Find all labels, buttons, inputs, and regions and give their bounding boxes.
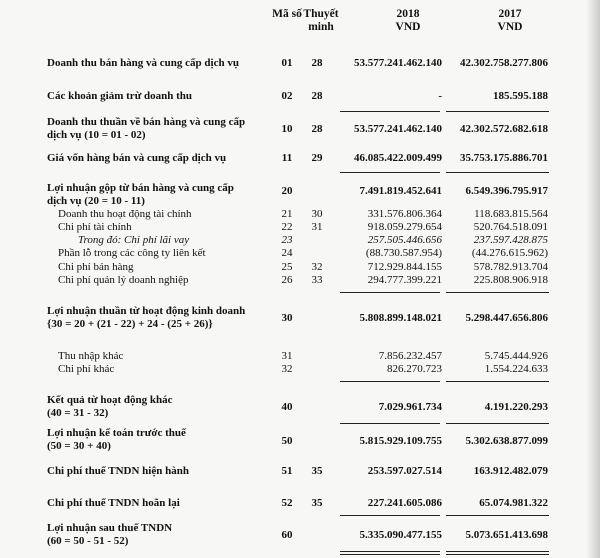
row-value-2017: 520.764.518.091 bbox=[473, 221, 548, 233]
row-value-2017: 5.073.651.413.698 bbox=[465, 529, 548, 541]
row-value-2018: 46.085.422.009.499 bbox=[354, 152, 442, 164]
row-label bbox=[47, 305, 297, 331]
row-note: 32 bbox=[311, 261, 323, 273]
row-label: Chi phí quản lý doanh nghiệp bbox=[58, 274, 189, 286]
row-code: 26 bbox=[281, 274, 293, 286]
subtotal-rule bbox=[446, 423, 549, 424]
row-code: 24 bbox=[281, 247, 293, 259]
subtotal-rule bbox=[340, 423, 440, 424]
row-code: 02 bbox=[281, 90, 293, 102]
row-label-line2: (40 = 31 - 32) bbox=[47, 407, 109, 419]
row-value-2017: 5.298.447.656.806 bbox=[465, 312, 548, 324]
row-value-2018: 826.270.723 bbox=[387, 363, 442, 375]
row-label-line2: {30 = 20 + (21 - 22) + 24 - (25 + 26)} bbox=[47, 318, 213, 330]
row-label-line1: Lợi nhuận kế toán trước thuế bbox=[47, 427, 186, 439]
row-value-2017: 42.302.758.277.806 bbox=[460, 57, 548, 69]
row-note: 35 bbox=[311, 465, 323, 477]
row-value-2018: 227.241.605.086 bbox=[367, 497, 442, 509]
row-note: 28 bbox=[311, 123, 323, 135]
subtotal-rule bbox=[446, 172, 549, 173]
row-code: 31 bbox=[281, 350, 293, 362]
row-value-2018: 294.777.399.221 bbox=[367, 274, 442, 286]
row-code: 22 bbox=[281, 221, 293, 233]
row-label-line1: Lợi nhuận sau thuế TNDN bbox=[47, 522, 173, 534]
row-value-2017: 42.302.572.682.618 bbox=[460, 123, 548, 135]
row-value-2018: 918.059.279.654 bbox=[367, 221, 442, 233]
header-code bbox=[270, 8, 304, 21]
row-label bbox=[47, 116, 277, 142]
row-code: 25 bbox=[281, 261, 293, 273]
row-value-2018: 5.335.090.477.155 bbox=[359, 529, 442, 541]
row-label bbox=[47, 522, 277, 548]
row-code: 21 bbox=[281, 208, 293, 220]
row-value-2018: 53.577.241.462.140 bbox=[354, 57, 442, 69]
header-year-2018-label: 2018 bbox=[396, 8, 420, 20]
subtotal-rule bbox=[340, 515, 440, 516]
row-label-line2: dịch vụ (20 = 10 - 11) bbox=[47, 195, 145, 207]
row-value-2017: 35.753.175.886.701 bbox=[460, 152, 548, 164]
row-value-2018: 7.491.819.452.641 bbox=[359, 185, 442, 197]
subtotal-rule bbox=[340, 111, 440, 112]
row-label: Giá vốn hàng bán và cung cấp dịch vụ bbox=[47, 152, 227, 164]
row-label bbox=[47, 182, 277, 208]
row-value-2017: 5.302.638.877.099 bbox=[465, 435, 548, 447]
subtotal-rule bbox=[446, 111, 549, 112]
subtotal-rule bbox=[340, 292, 440, 293]
header-code-text: Mã số bbox=[272, 8, 302, 20]
row-label: Chi phí thuế TNDN hoãn lại bbox=[47, 497, 180, 509]
row-code: 40 bbox=[281, 401, 293, 413]
row-value-2017: 237.597.428.875 bbox=[473, 234, 548, 246]
subtotal-rule bbox=[340, 381, 440, 382]
row-label-line1: Kết quả từ hoạt động khác bbox=[47, 394, 173, 406]
row-note: 28 bbox=[311, 57, 323, 69]
row-label: Chi phí tài chính bbox=[58, 221, 132, 233]
row-value-2018: 5.808.899.148.021 bbox=[359, 312, 442, 324]
row-value-2017: 118.683.815.564 bbox=[474, 208, 548, 220]
row-label-line2: (60 = 50 - 51 - 52) bbox=[47, 535, 129, 547]
table-row bbox=[0, 427, 600, 453]
header-year-2018 bbox=[368, 8, 448, 34]
total-double-rule bbox=[446, 551, 549, 552]
header-year-2017 bbox=[470, 8, 550, 34]
row-value-2018: 331.576.806.364 bbox=[367, 208, 442, 220]
row-code: 60 bbox=[281, 529, 293, 541]
row-value-2017: (44.276.615.962) bbox=[471, 247, 548, 259]
subtotal-rule bbox=[340, 172, 440, 173]
row-value-2018: 712.929.844.155 bbox=[367, 261, 442, 273]
row-value-2018: 7.029.961.734 bbox=[378, 401, 442, 413]
row-note: 30 bbox=[311, 208, 323, 220]
total-double-rule bbox=[340, 551, 440, 552]
row-label bbox=[47, 427, 277, 453]
row-label-line2: dịch vụ (10 = 01 - 02) bbox=[47, 129, 146, 141]
row-code: 30 bbox=[281, 312, 293, 324]
row-code: 10 bbox=[281, 123, 293, 135]
row-label: Doanh thu bán hàng và cung cấp dịch vụ bbox=[47, 57, 239, 69]
page-edge-shadow bbox=[586, 0, 600, 558]
row-code: 50 bbox=[281, 435, 293, 447]
header-year-2017-unit: VND bbox=[497, 21, 523, 33]
row-value-2017: 65.074.981.322 bbox=[479, 497, 548, 509]
row-code: 51 bbox=[281, 465, 293, 477]
row-note: 33 bbox=[311, 274, 323, 286]
row-label: Trong đó: Chi phí lãi vay bbox=[78, 234, 190, 246]
header-year-2017-label: 2017 bbox=[498, 8, 522, 20]
row-value-2018: 257.505.446.656 bbox=[367, 234, 442, 246]
row-label bbox=[47, 394, 277, 420]
total-double-rule bbox=[340, 554, 440, 555]
table-row bbox=[0, 522, 600, 548]
row-code: 32 bbox=[281, 363, 293, 375]
row-code: 01 bbox=[281, 57, 293, 69]
row-value-2017: 5.745.444.926 bbox=[484, 350, 548, 362]
row-label: Chi phí thuế TNDN hiện hành bbox=[47, 465, 189, 477]
table-row bbox=[0, 305, 600, 331]
row-label: Doanh thu hoạt động tài chính bbox=[58, 208, 192, 220]
row-note: 28 bbox=[311, 90, 323, 102]
row-label: Chi phí khác bbox=[58, 363, 115, 375]
row-code: 52 bbox=[281, 497, 293, 509]
row-value-2018: 7.856.232.457 bbox=[378, 350, 442, 362]
row-label: Chi phí bán hàng bbox=[58, 261, 134, 273]
row-label-line1: Doanh thu thuần về bán hàng và cung cấp bbox=[47, 116, 246, 128]
row-label: Thu nhập khác bbox=[58, 350, 124, 362]
row-value-2018: 253.597.027.514 bbox=[367, 465, 442, 477]
row-code: 20 bbox=[281, 185, 293, 197]
row-value-2017: 1.554.224.633 bbox=[484, 363, 548, 375]
row-value-2017: 6.549.396.795.917 bbox=[465, 185, 548, 197]
subtotal-rule bbox=[446, 292, 549, 293]
header-note-text: Thuyết minh bbox=[303, 8, 339, 33]
row-code: 23 bbox=[281, 234, 293, 246]
row-value-2017: 185.595.188 bbox=[493, 90, 548, 102]
subtotal-rule bbox=[446, 381, 549, 382]
total-double-rule bbox=[446, 554, 549, 555]
row-label: Phần lỗ trong các công ty liên kết bbox=[58, 247, 206, 259]
header-note bbox=[300, 8, 342, 34]
header-year-2018-unit: VND bbox=[395, 21, 421, 33]
subtotal-rule bbox=[446, 515, 549, 516]
row-value-2017: 163.912.482.079 bbox=[473, 465, 548, 477]
row-value-2018: 53.577.241.462.140 bbox=[354, 123, 442, 135]
row-value-2018: - bbox=[438, 90, 442, 102]
row-label-line1: Lợi nhuận thuần từ hoạt động kinh doanh bbox=[47, 305, 246, 317]
row-value-2017: 4.191.220.293 bbox=[484, 401, 548, 413]
row-note: 29 bbox=[311, 152, 323, 164]
row-value-2018: 5.815.929.109.755 bbox=[359, 435, 442, 447]
table-row bbox=[0, 116, 600, 142]
row-label-line2: (50 = 30 + 40) bbox=[47, 440, 111, 452]
table-row bbox=[0, 394, 600, 420]
row-value-2018: (88.730.587.954) bbox=[365, 247, 442, 259]
row-note: 31 bbox=[311, 221, 323, 233]
row-value-2017: 578.782.913.704 bbox=[473, 261, 548, 273]
row-label-line1: Lợi nhuận gộp từ bán hàng và cung cấp bbox=[47, 182, 234, 194]
row-value-2017: 225.808.906.918 bbox=[473, 274, 548, 286]
row-note: 35 bbox=[311, 497, 323, 509]
row-code: 11 bbox=[281, 152, 293, 164]
table-row bbox=[0, 182, 600, 208]
row-label: Các khoản giảm trừ doanh thu bbox=[47, 90, 193, 102]
